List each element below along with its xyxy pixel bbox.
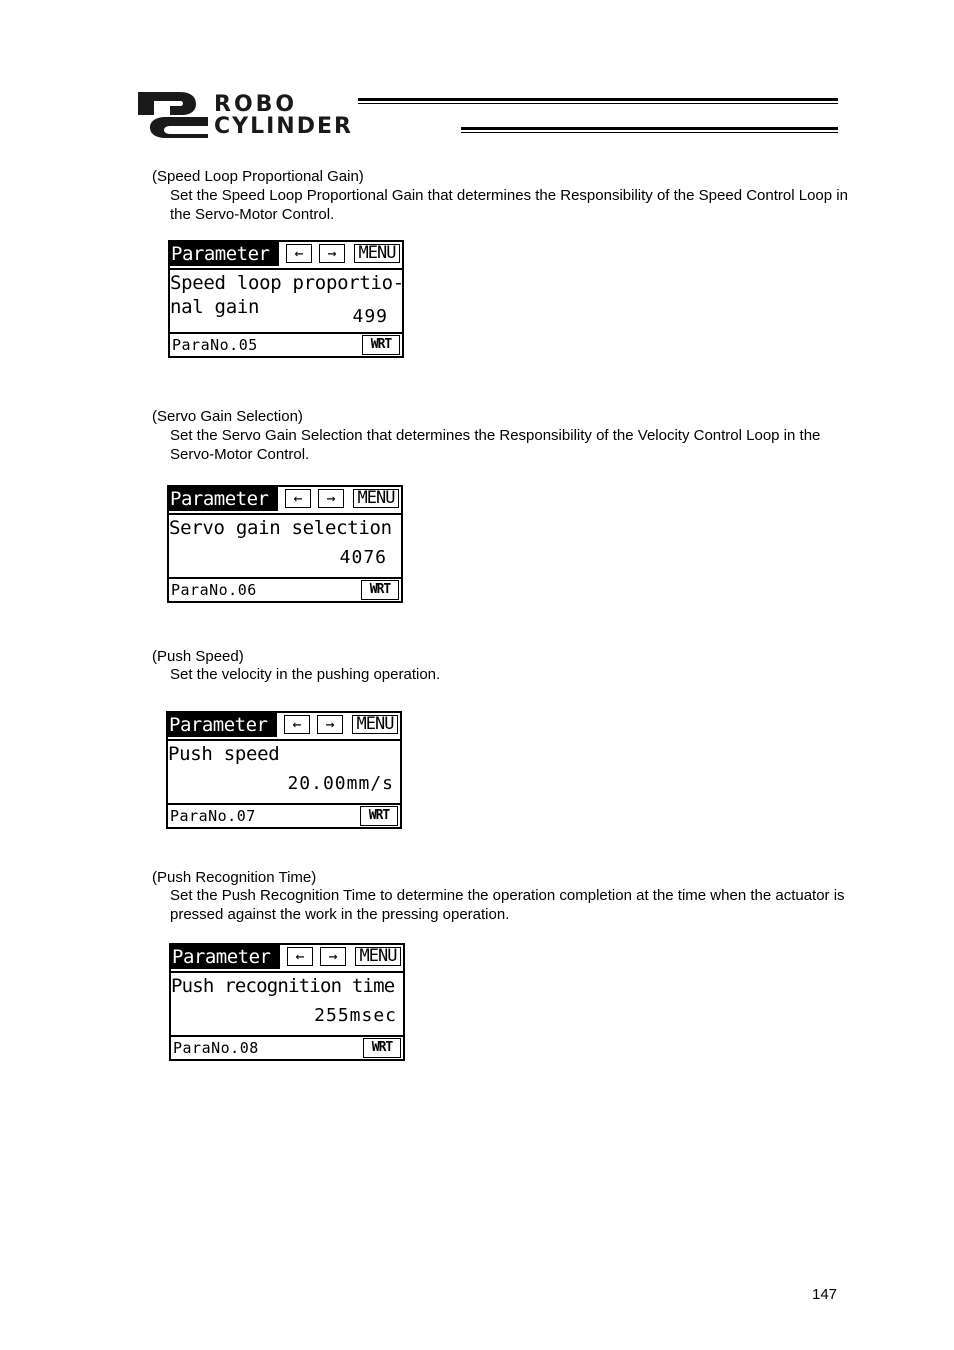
left-arrow-button[interactable]: ← <box>287 947 313 966</box>
menu-button[interactable]: MENU <box>355 947 401 966</box>
lcd-param-name-line1: Speed loop proportio- <box>170 272 404 294</box>
section-title-speed-loop: (Speed Loop Proportional Gain) <box>152 168 364 185</box>
right-arrow-button[interactable]: → <box>317 715 343 734</box>
lcd-footer <box>170 334 402 356</box>
section-desc-servo-gain: Set the Servo Gain Selection that determines the Responsibility of the Velocity Control Loop in the Servo-Motor Control. <box>170 427 821 463</box>
lcd-para-no: ParaNo.06 <box>171 581 257 599</box>
lcd-body <box>169 515 401 579</box>
lcd-header <box>171 945 403 973</box>
section-title-push-speed: (Push Speed) <box>152 648 244 665</box>
wrt-button[interactable]: WRT <box>363 1038 401 1058</box>
lcd-param-name-line1: Push recognition time <box>171 975 395 997</box>
wrt-button[interactable]: WRT <box>361 580 399 600</box>
lcd-para-no: ParaNo.07 <box>170 807 256 825</box>
lcd-param-value: 499 <box>352 306 388 327</box>
menu-button[interactable]: MENU <box>352 715 398 734</box>
header-rule-bottom-thick <box>461 127 838 130</box>
right-arrow-button[interactable]: → <box>318 489 344 508</box>
left-arrow-button[interactable]: ← <box>285 489 311 508</box>
lcd-title: Parameter <box>168 713 277 737</box>
left-arrow-button[interactable]: ← <box>286 244 312 263</box>
lcd-panel-speed-loop <box>168 240 404 358</box>
lcd-param-name-line1: Push speed <box>168 743 280 765</box>
lcd-param-name-line2: nal gain <box>170 296 260 318</box>
lcd-para-no: ParaNo.08 <box>173 1039 259 1057</box>
lcd-panel-servo-gain <box>167 485 403 603</box>
lcd-param-value: 4076 <box>339 547 387 568</box>
section-desc-speed-loop: Set the Speed Loop Proportional Gain that determines the Responsibility of the Speed Control Loop in the Servo-Motor Control. <box>170 187 848 223</box>
logo-robo-text: ROBO <box>214 92 298 117</box>
wrt-button[interactable]: WRT <box>360 806 398 826</box>
section-title-servo-gain: (Servo Gain Selection) <box>152 408 303 425</box>
right-arrow-button[interactable]: → <box>319 244 345 263</box>
lcd-param-value: 255msec <box>314 1005 397 1026</box>
header-rule-top-thick <box>358 98 838 101</box>
section-desc-push-speed: Set the velocity in the pushing operation. <box>170 666 441 683</box>
lcd-panel-push-recognition <box>169 943 405 1061</box>
lcd-title: Parameter <box>170 242 279 266</box>
lcd-header <box>168 713 400 741</box>
header-rule-bottom-thin <box>461 132 838 133</box>
lcd-title: Parameter <box>171 945 280 969</box>
lcd-panel-push-speed <box>166 711 402 829</box>
lcd-param-name-line1: Servo gain selection <box>169 517 392 539</box>
lcd-header <box>170 242 402 270</box>
section-desc-push-recognition: Set the Push Recognition Time to determine the operation completion at the time when the actuator is pressed against the work in the pressing operation. <box>170 887 845 923</box>
lcd-title: Parameter <box>169 487 278 511</box>
menu-button[interactable]: MENU <box>353 489 399 508</box>
lcd-footer <box>169 579 401 601</box>
left-arrow-button[interactable]: ← <box>284 715 310 734</box>
section-title-push-recognition: (Push Recognition Time) <box>152 869 317 886</box>
lcd-header <box>169 487 401 515</box>
lcd-para-no: ParaNo.05 <box>172 336 258 354</box>
lcd-footer <box>168 805 400 827</box>
lcd-param-value: 20.00mm/s <box>287 773 394 794</box>
page-number: 147 <box>812 1286 838 1303</box>
header-rule-top-thin <box>358 103 838 104</box>
lcd-body <box>168 741 400 805</box>
lcd-footer <box>171 1037 403 1059</box>
lcd-body <box>170 270 402 334</box>
menu-button[interactable]: MENU <box>354 244 400 263</box>
right-arrow-button[interactable]: → <box>320 947 346 966</box>
rc-logo-icon <box>136 90 210 140</box>
wrt-button[interactable]: WRT <box>362 335 400 355</box>
lcd-body <box>171 973 403 1037</box>
logo-cylinder-text: CYLINDER <box>214 114 353 139</box>
